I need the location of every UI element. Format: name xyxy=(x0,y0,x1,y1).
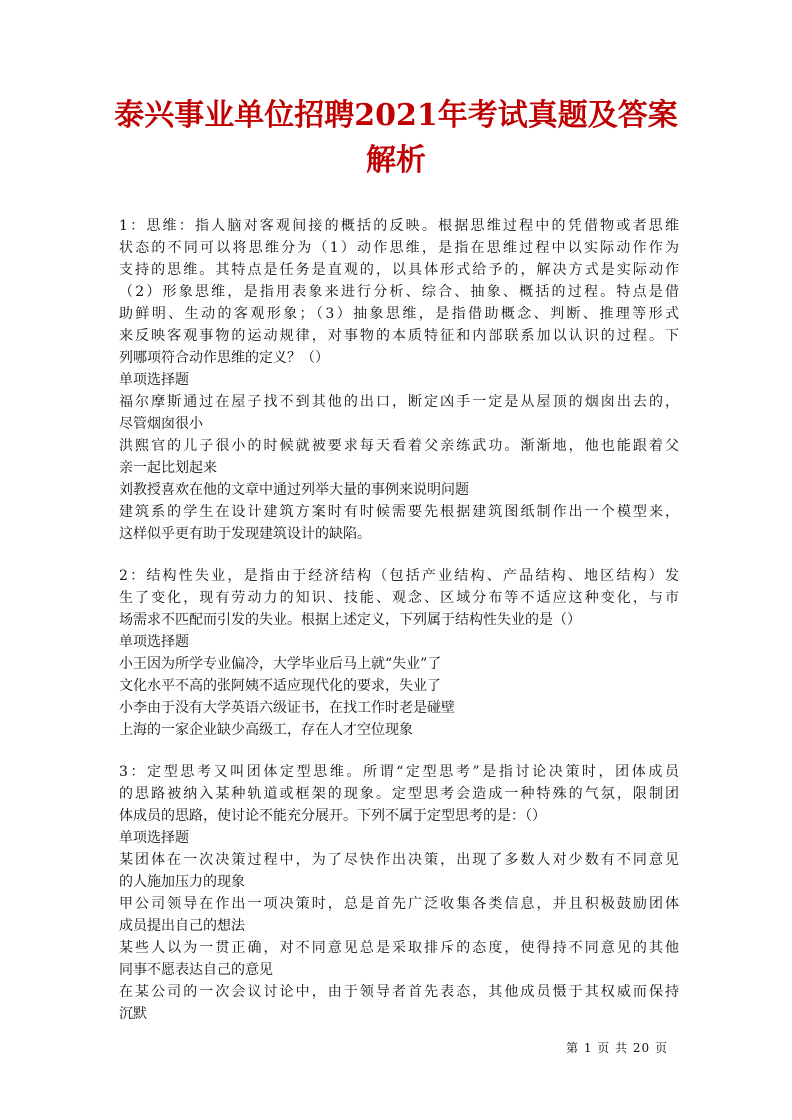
option-line: 建筑系的学生在设计建筑方案时有时候需要先根据建筑图纸制作出一个模型来， xyxy=(119,504,679,520)
question-type-label: 单项选择题 xyxy=(119,372,189,388)
question-stem-line: 3：定型思考又叫团体定型思维。所谓“定型思考”是指讨论决策时，团体成员 xyxy=(119,764,679,780)
option-line: 在某公司的一次会议讨论中，由于领导者首先表态，其他成员慑于其权威而保持 xyxy=(119,984,679,1000)
option-line: 尽管烟囱很小 xyxy=(119,416,203,432)
question-stem-line: 1：思维：指人脑对客观间接的概括的反映。根据思维过程中的凭借物或者思维 xyxy=(119,218,679,234)
question-stem-line: 来反映客观事物的运动规律，对事物的本质特征和内部联系加以认识的过程。下 xyxy=(119,328,679,344)
option-line: 的人施加压力的现象 xyxy=(119,874,245,890)
option-line: 文化水平不高的张阿姨不适应现代化的要求，失业了 xyxy=(119,678,441,694)
option-line: 这样似乎更有助于发现建筑设计的缺陷。 xyxy=(119,526,371,542)
question-1 xyxy=(119,215,679,545)
question-stem-line: 生了变化，现有劳动力的知识、技能、观念、区域分布等不适应这种变化，与市 xyxy=(119,590,679,606)
document-body xyxy=(119,215,679,1025)
question-stem-line: 列哪项符合动作思维的定义？（） xyxy=(119,350,329,366)
option-line: 洪熙官的儿子很小的时候就被要求每天看着父亲练武功。渐渐地，他也能跟着父 xyxy=(119,438,679,454)
option-line: 亲一起比划起来 xyxy=(119,460,217,476)
paragraph-gap xyxy=(119,545,679,565)
option-line: 某团体在一次决策过程中，为了尽快作出决策，出现了多数人对少数有不同意见 xyxy=(119,852,679,868)
title-line-1: 泰兴事业单位招聘2021年考试真题及答案 xyxy=(114,98,678,133)
option-line: 同事不愿表达自己的意见 xyxy=(119,962,273,978)
option-line: 福尔摩斯通过在屋子找不到其他的出口，断定凶手一定是从屋顶的烟囱出去的， xyxy=(119,394,679,410)
question-type-label: 单项选择题 xyxy=(119,830,189,846)
option-line: 刘教授喜欢在他的文章中通过列举大量的事例来说明问题 xyxy=(119,482,469,498)
option-line: 小王因为所学专业偏冷，大学毕业后马上就“失业”了 xyxy=(119,656,442,672)
question-2 xyxy=(119,565,679,741)
question-stem-line: 体成员的思路，使讨论不能充分展开。下列不属于定型思考的是：（） xyxy=(119,808,546,824)
question-stem-line: 支持的思维。其特点是任务是直观的，以具体形式给予的，解决方式是实际动作 xyxy=(119,262,679,278)
option-line: 甲公司领导在作出一项决策时，总是首先广泛收集各类信息，并且积极鼓励团体 xyxy=(119,896,679,912)
option-line: 上海的一家企业缺少高级工，存在人才空位现象 xyxy=(119,722,413,738)
option-line: 沉默 xyxy=(119,1006,147,1022)
question-stem-line: （2）形象思维，是指用表象来进行分析、综合、抽象、概括的过程。特点是借 xyxy=(119,284,679,300)
question-type-label: 单项选择题 xyxy=(119,634,189,650)
question-stem-line: 场需求不匹配而引发的失业。根据上述定义，下列属于结构性失业的是（） xyxy=(119,612,581,628)
question-stem-line: 的思路被纳入某种轨道或框架的现象。定型思考会造成一种特殊的气氛，限制团 xyxy=(119,786,679,802)
option-line: 小李由于没有大学英语六级证书，在找工作时老是碰壁 xyxy=(119,700,455,716)
title-line-2: 解析 xyxy=(366,143,426,178)
option-line: 某些人以为一贯正确，对不同意见总是采取排斥的态度，使得持不同意见的其他 xyxy=(119,940,679,956)
question-3 xyxy=(119,761,679,1025)
question-stem-line: 状态的不同可以将思维分为（1）动作思维，是指在思维过程中以实际动作作为 xyxy=(119,240,679,256)
question-stem-line: 助鲜明、生动的客观形象；（3）抽象思维，是指借助概念、判断、推理等形式 xyxy=(119,306,679,322)
document-title xyxy=(100,93,692,183)
page-number: 第 1 页 共 20 页 xyxy=(566,1041,668,1055)
option-line: 成员提出自己的想法 xyxy=(119,918,245,934)
paragraph-gap xyxy=(119,741,679,761)
question-stem-line: 2：结构性失业，是指由于经济结构（包括产业结构、产品结构、地区结构）发 xyxy=(119,568,679,584)
